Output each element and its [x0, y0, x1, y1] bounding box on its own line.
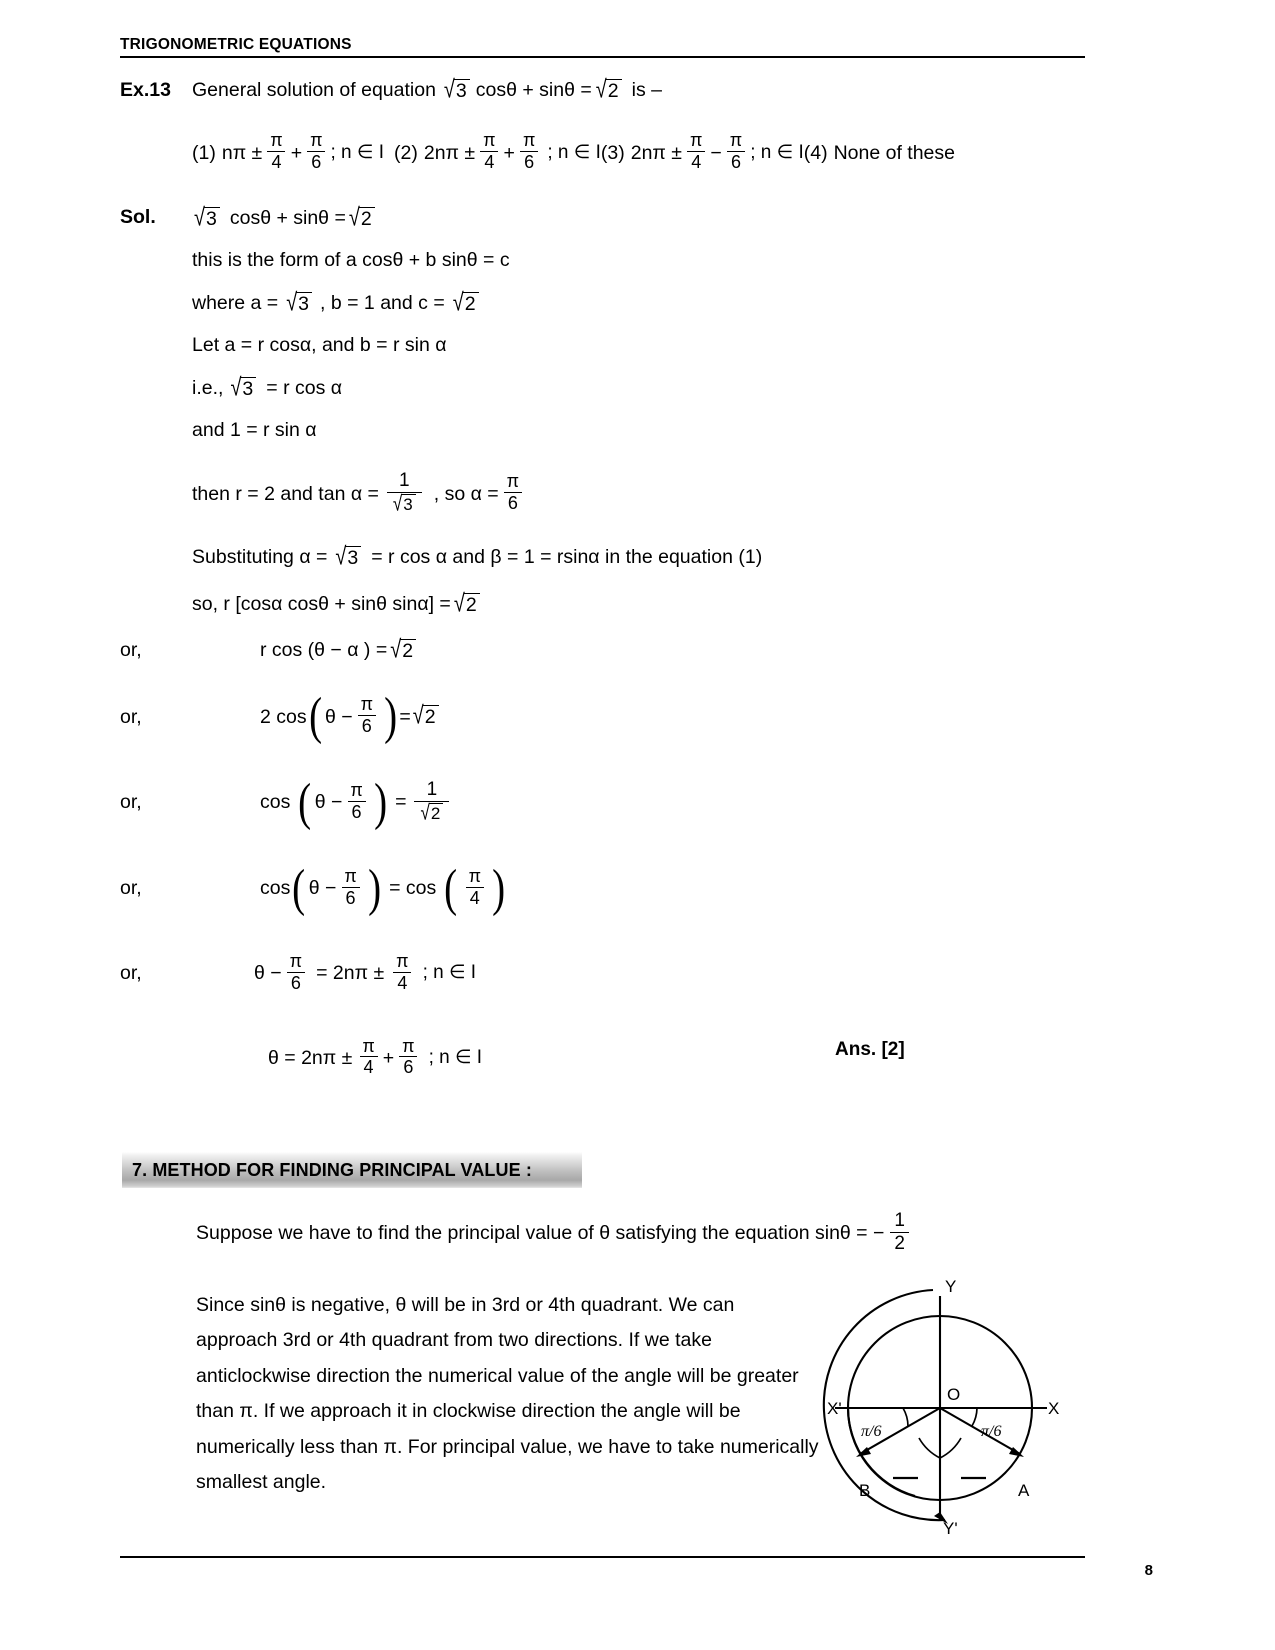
right-paren: )	[373, 773, 387, 831]
solution-equation-7	[192, 472, 527, 515]
left-paren: (	[308, 687, 322, 745]
denominator: 6	[358, 715, 376, 736]
numerator: 1	[894, 1210, 905, 1232]
solution-line-7	[192, 472, 1100, 515]
sqrt-3	[335, 543, 361, 571]
radicand: 2	[400, 639, 416, 661]
paren-inner	[460, 865, 490, 909]
or-label: or,	[120, 877, 142, 900]
denominator: 6	[287, 972, 305, 993]
denominator: 4	[687, 151, 705, 172]
radical-sign: √	[335, 543, 347, 571]
denominator: 4	[360, 1056, 378, 1077]
solution-line10-pre: r cos (θ − α ) =	[260, 638, 388, 661]
or-label: or,	[120, 791, 142, 814]
radical-sign: √	[392, 491, 403, 516]
label-angle-left: π/6	[861, 1423, 882, 1440]
solution-line8-pre: Substituting α =	[192, 546, 328, 569]
denominator: 2	[890, 1232, 909, 1254]
radicand: 3	[296, 292, 312, 314]
numerator: π	[289, 950, 303, 971]
denominator: 4	[267, 151, 285, 172]
label-X-prime: X'	[827, 1399, 842, 1418]
option-4-number: (4)	[803, 141, 828, 164]
solution-line-6	[192, 418, 1100, 442]
angle-arc-right-large	[940, 1438, 961, 1458]
sqrt-3	[286, 288, 312, 317]
numerator: π	[506, 471, 520, 492]
solution-line14-mid: = 2nπ ±	[316, 961, 385, 984]
principal-value-statement	[196, 1212, 913, 1255]
solution-equation-1	[192, 206, 377, 230]
solution-block	[120, 205, 1100, 1078]
radical-sign: √	[230, 373, 242, 402]
solution-line11-pre: 2 cos	[260, 705, 307, 728]
option-2-tail: ; n ∈ I	[547, 141, 601, 163]
option-1-operator: +	[290, 141, 303, 164]
solution-line-14	[120, 950, 1100, 994]
left-paren: (	[298, 773, 312, 831]
pi-over-6-fraction	[357, 695, 377, 736]
parenthesized-expression-left	[290, 859, 383, 917]
numerator: π	[350, 780, 363, 801]
left-paren: (	[444, 859, 458, 917]
sqrt-2	[420, 800, 443, 825]
radical-sign: √	[348, 204, 360, 232]
section-title: 7. METHOD FOR FINDING PRINCIPAL VALUE :	[132, 1159, 532, 1180]
option-1-tail: ; n ∈ I	[330, 141, 385, 163]
solution-line-15	[120, 1035, 1100, 1079]
section-intro-row	[196, 1212, 1076, 1255]
numerator: π	[310, 130, 323, 151]
parenthesized-expression	[307, 687, 400, 745]
solution-line2-text: this is the form of a cosθ + b sinθ = c	[192, 249, 510, 272]
solution-line-1	[120, 205, 1100, 230]
option-3-tail: ; n ∈ I	[750, 141, 804, 163]
numerator: π	[402, 1035, 415, 1056]
option-3-number: (3)	[600, 141, 625, 164]
denominator: 6	[504, 492, 522, 513]
solution-equation-3	[192, 288, 481, 317]
paren-inner	[314, 782, 372, 823]
option-2-operator: +	[503, 141, 515, 164]
label-angle-right: π/6	[981, 1423, 1002, 1440]
section-intro-text: Suppose we have to find the principal value of θ satisfying the equation sinθ = −	[196, 1221, 885, 1244]
label-B: B	[859, 1481, 871, 1500]
parenthesized-expression-right	[442, 859, 507, 917]
radical-sign: √	[452, 288, 464, 317]
radical-sign: √	[595, 76, 607, 104]
option-2-lead: 2nπ ±	[423, 141, 476, 164]
sqrt-2	[390, 636, 416, 664]
numerator: 1	[399, 470, 410, 492]
solution-line13-theta: θ −	[308, 877, 337, 900]
alpha-value-fraction	[503, 472, 523, 513]
sqrt-2	[412, 702, 439, 731]
option-2[interactable]	[394, 132, 601, 173]
solution-line7-mid: , so α =	[433, 482, 499, 505]
paren-inner	[324, 696, 382, 737]
radical-sign: √	[420, 800, 430, 825]
radicand: 2	[463, 292, 479, 314]
outer-sweep-arc	[824, 1290, 945, 1520]
left-paren: (	[292, 859, 306, 917]
example-block	[120, 78, 1100, 173]
solution-line12-eq: =	[395, 791, 407, 814]
denominator	[414, 801, 449, 823]
pi-over-6-fraction	[346, 781, 366, 822]
option-3-lead: 2nπ ±	[630, 141, 682, 164]
example-expr-mid: cosθ + sinθ =	[475, 79, 592, 101]
solution-line3-mid: , b = 1 and c =	[320, 291, 445, 314]
option-2-fraction-1	[479, 131, 499, 172]
denominator: 6	[520, 151, 538, 172]
solution-equation-13	[260, 859, 507, 917]
parenthesized-expression	[296, 773, 389, 831]
option-1-number: (1)	[192, 141, 216, 164]
example-label: Ex.13	[120, 79, 171, 101]
radical-sign: √	[286, 288, 298, 317]
solution-equation-10	[260, 638, 418, 662]
solution-line12-pre: cos	[260, 791, 291, 814]
numerator: 1	[426, 779, 438, 801]
option-3-fraction-1	[686, 131, 706, 172]
page-header	[120, 36, 1085, 58]
pi-over-6-fraction	[398, 1037, 418, 1078]
denominator: 6	[342, 887, 360, 908]
option-1-fraction-1	[266, 131, 286, 172]
radicand: 3	[454, 79, 470, 101]
radicand: 2	[359, 207, 375, 229]
solution-equation-8	[192, 545, 762, 569]
radicand: 2	[606, 79, 622, 101]
option-1[interactable]	[192, 132, 384, 173]
radical-sign: √	[443, 76, 455, 104]
solution-line3-pre: where a =	[192, 291, 279, 314]
numerator: π	[689, 130, 703, 151]
option-1-fraction-2	[306, 131, 326, 172]
solution-line9-pre: so, r [cosα cosθ + sinθ sinα] =	[192, 592, 451, 615]
pi-over-4-fraction	[465, 867, 485, 908]
numerator: π	[270, 130, 283, 151]
unit-circle-diagram	[815, 1278, 1065, 1538]
radicand: 2	[429, 803, 443, 823]
solution-line7-pre: then r = 2 and tan α =	[192, 482, 379, 505]
denominator: 4	[466, 887, 484, 908]
denominator: 4	[393, 972, 411, 993]
pi-over-4-fraction	[392, 952, 412, 993]
sqrt-3	[230, 373, 256, 402]
solution-line-8	[192, 545, 1100, 569]
radius-OA	[940, 1408, 1020, 1454]
section-header-bar	[122, 1152, 582, 1188]
solution-line-10	[120, 638, 1100, 662]
radical-sign: √	[412, 702, 424, 731]
numerator: π	[360, 694, 374, 715]
answer-label: Ans. [2]	[835, 1038, 905, 1060]
radicand: 3	[345, 546, 361, 568]
denominator	[387, 492, 422, 514]
header-divider	[120, 56, 1085, 58]
solution-line-12	[120, 773, 1100, 831]
solution-line5-pre: i.e.,	[192, 376, 224, 399]
option-4[interactable]	[804, 141, 955, 165]
solution-equation-12	[260, 773, 453, 831]
right-paren: )	[384, 687, 398, 745]
example-prompt	[192, 78, 662, 102]
page-number: 8	[1144, 1562, 1153, 1579]
numerator: π	[483, 130, 496, 151]
angle-arc-left-small	[903, 1408, 908, 1426]
numerator: π	[344, 865, 357, 886]
numerator: π	[396, 950, 409, 971]
option-3[interactable]	[601, 132, 804, 173]
solution-final-equation	[268, 1035, 483, 1079]
option-4-lead: None of these	[833, 141, 955, 164]
radicand: 3	[401, 494, 415, 514]
pi-over-6-fraction	[286, 952, 306, 993]
solution-line-9	[192, 589, 1100, 618]
solution-line-3	[192, 288, 1100, 317]
radicand: 3	[204, 207, 220, 229]
solution-line8-post: = r cos α and β = 1 = rsinα in the equation (1)	[371, 546, 763, 569]
solution-line6-text: and 1 = r sin α	[192, 418, 317, 441]
option-2-number: (2)	[394, 141, 418, 164]
solution-line11-theta: θ −	[324, 705, 353, 728]
one-over-sqrt2-fraction	[414, 780, 449, 823]
option-1-lead: nπ ±	[221, 141, 263, 164]
solution-equation-11	[260, 687, 441, 745]
sqrt-2	[452, 288, 479, 317]
denominator: 6	[399, 1056, 417, 1077]
example-options-row	[192, 132, 1100, 173]
solution-line15-pre: θ = 2nπ ±	[268, 1046, 353, 1069]
section-paragraph: Since sinθ is negative, θ will be in 3rd or 4th quadrant. We can approach 3rd or 4th quadrant from two directions. If we take anticlockwise direction the numerical value of the angle will be greater than π. If we approach it in clockwise direction the angle will be numerically less than π. For principal value, we have to take numerically smallest angle.	[196, 1294, 819, 1494]
numerator: π	[522, 130, 536, 151]
sqrt-3	[392, 491, 416, 516]
solution-line1-text: cosθ + sinθ =	[229, 207, 346, 230]
solution-line5-post: = r cos α	[266, 376, 343, 399]
sqrt-2	[595, 76, 622, 104]
or-label: or,	[120, 705, 142, 728]
denominator: 6	[348, 801, 366, 822]
tan-alpha-fraction	[387, 471, 422, 514]
label-X: X	[1048, 1399, 1060, 1418]
solution-line11-eq: =	[399, 705, 411, 728]
solution-line12-theta: θ −	[314, 791, 343, 814]
label-A: A	[1018, 1481, 1030, 1500]
radical-sign: √	[453, 589, 465, 618]
solution-line14-theta: θ −	[254, 961, 282, 984]
solution-line15-operator: +	[382, 1046, 395, 1069]
solution-equation-9	[192, 589, 482, 618]
pi-over-6-fraction	[340, 867, 360, 908]
solution-line-4	[192, 333, 1100, 357]
solution-equation-14	[254, 950, 477, 994]
label-O: O	[947, 1385, 961, 1404]
label-Y: Y	[945, 1278, 957, 1296]
sqrt-3	[443, 76, 470, 104]
numerator: π	[729, 130, 743, 151]
pi-over-4-fraction	[358, 1037, 378, 1078]
radical-sign: √	[390, 636, 402, 664]
solution-label: Sol.	[120, 206, 156, 228]
unit-circle-svg	[815, 1278, 1065, 1538]
solution-line13-pre: cos	[260, 877, 291, 900]
sqrt-3	[194, 204, 220, 232]
example-prompt-text: General solution of equation	[192, 79, 436, 101]
solution-line-2	[192, 248, 1100, 272]
solution-line14-tail: ; n ∈ I	[422, 962, 477, 984]
sqrt-2	[453, 589, 480, 618]
denominator: 6	[727, 151, 745, 172]
denominator: 4	[480, 151, 498, 172]
solution-line-11	[120, 687, 1100, 745]
denominator: 6	[307, 151, 325, 172]
sqrt-2	[348, 204, 375, 232]
radicand: 2	[423, 705, 439, 727]
radical-sign: √	[194, 204, 205, 232]
or-label: or,	[120, 961, 142, 984]
option-3-fraction-2	[726, 131, 746, 172]
label-Y-prime: Y'	[943, 1519, 958, 1538]
angle-arc-left-large	[919, 1438, 940, 1458]
example-prompt-after: is –	[631, 79, 662, 101]
or-label: or,	[120, 638, 142, 661]
solution-line15-tail: ; n ∈ I	[428, 1047, 483, 1069]
angle-arc-right-small	[972, 1408, 977, 1426]
one-half-fraction	[890, 1211, 909, 1254]
example-prompt-row	[120, 78, 1100, 102]
right-paren: )	[367, 859, 381, 917]
paren-inner	[308, 865, 366, 909]
solution-line4-text: Let a = r cosα, and b = r sin α	[192, 334, 447, 357]
radicand: 2	[464, 593, 480, 615]
option-2-fraction-2	[519, 131, 539, 172]
solution-line-13	[120, 859, 1100, 917]
option-3-operator: −	[710, 141, 722, 164]
solution-equation-5	[192, 373, 343, 402]
numerator: π	[468, 865, 481, 886]
footer-divider	[120, 1556, 1085, 1558]
header-title: TRIGONOMETRIC EQUATIONS	[120, 36, 352, 53]
solution-line-5	[192, 373, 1100, 402]
radicand: 3	[240, 377, 256, 399]
numerator: π	[362, 1035, 375, 1056]
right-paren: )	[492, 859, 506, 917]
solution-line13-eq: = cos	[389, 877, 437, 900]
